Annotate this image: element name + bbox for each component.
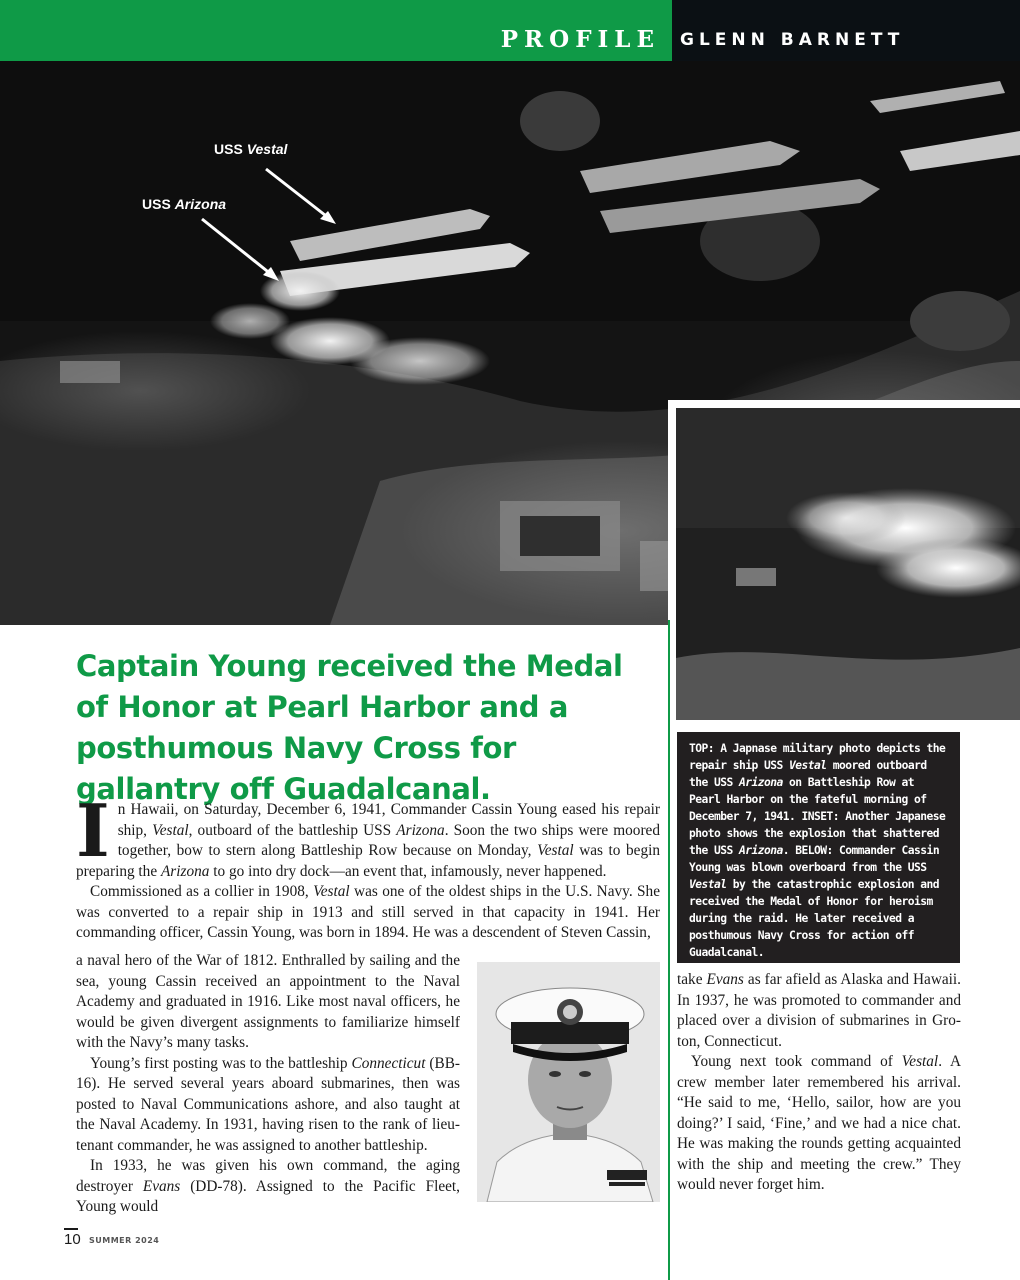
paragraph-6: Young next took command of Vestal. A crew member later remembered his arrival. “He said to me, ‘Hello, sailor, how are you doing?’ I said, ‘Fine,’ and we had a nice chat. He was making the rounds getting acquainted with the ship and meeting the crew.” They would never forget him. (677, 1053, 961, 1193)
paragraph-5: take Evans as far afield as Alaska and Hawaii. In 1937, he was promoted to commander and placed over a division of submarines in Groton, Connecticut. (677, 971, 961, 1050)
paragraph-1: In Hawaii, on Saturday, December 6, 1941, Commander Cassin Young eased his repair ship, Vestal, outboard of the battleship USS Arizona. Soon the two ships were moored together, bow to stern along Battleship Row because on Monday, Vestal was to begin preparing the Arizona to go into dry dock—an event that, infamously, never happened. (76, 788, 660, 880)
paragraph-3: Young’s first posting was to the battleship Connecticut (BB-16). He served several years aboard submarines, then was posted to Naval Communications ashore, and also taught at the Naval Academy. In 1931, having risen to the rank of lieutenant commander, he was assigned to another battleship. (76, 1054, 460, 1154)
author-byline: GLENN BARNETT (680, 30, 905, 50)
drop-cap: I (76, 788, 110, 873)
paragraph-2-continued: a naval hero of the War of 1812. Enthralled by sailing and the sea, young Cassin received an appointment to the Naval Academy and graduated in 1916. Like most naval officers, he would be given divergent assignments to familiarize himself with the Navy’s many tasks. (76, 952, 460, 1051)
section-kicker: PROFILE (500, 26, 660, 53)
folio-bar (64, 1228, 78, 1230)
portrait-graphic (477, 962, 660, 1202)
headline: Captain Young received the Medal of Honor at Pearl Harbor and a posthumous Navy Cross for gallantry off Guadalcanal. (76, 649, 623, 806)
portrait-cassin-young (477, 962, 660, 1202)
article-body-left (76, 951, 460, 1218)
inset-photo-graphic (676, 408, 1020, 720)
label-uss-vestal: USS Vestal (214, 141, 288, 157)
article-body-right (677, 970, 961, 1196)
paragraph-2: Commissioned as a collier in 1908, Vestal was one of the oldest ships in the U.S. Navy. She was converted to a repair ship in 1913 and still served in that capacity in 1941. Her commanding officer, Cassin Young, was born in 1894. He was a descendent of Steven Cassin, (76, 883, 660, 941)
paragraph-4: In 1933, he was given his own command, the aging destroyer Evans (DD-78). Assigned to the Pacific Fleet, Young would (76, 1157, 460, 1215)
issue-label: SUMMER 2024 (89, 1236, 160, 1245)
photo-caption: TOP: A Japnase military photo depicts the repair ship USS Vestal moored outboard the USS Arizona on Battleship Row at Pearl Harbor on the fateful morning of December 7, 1941. INSET: Another Japanese photo shows the explosion that shattered the USS Arizona. BELOW: Commander Cassin Young was blown overboard from the USS Vestal by the catastrophic explosion and received the Medal of Honor for heroism during the raid. He later received a posthumous Navy Cross for action off Guadalcanal. (677, 732, 960, 963)
column-rule (668, 620, 670, 1280)
inset-explosion-photo (676, 408, 1020, 720)
label-uss-arizona: USS Arizona (142, 196, 227, 212)
article-body-top (76, 788, 660, 944)
page-number: 10 (64, 1231, 81, 1248)
